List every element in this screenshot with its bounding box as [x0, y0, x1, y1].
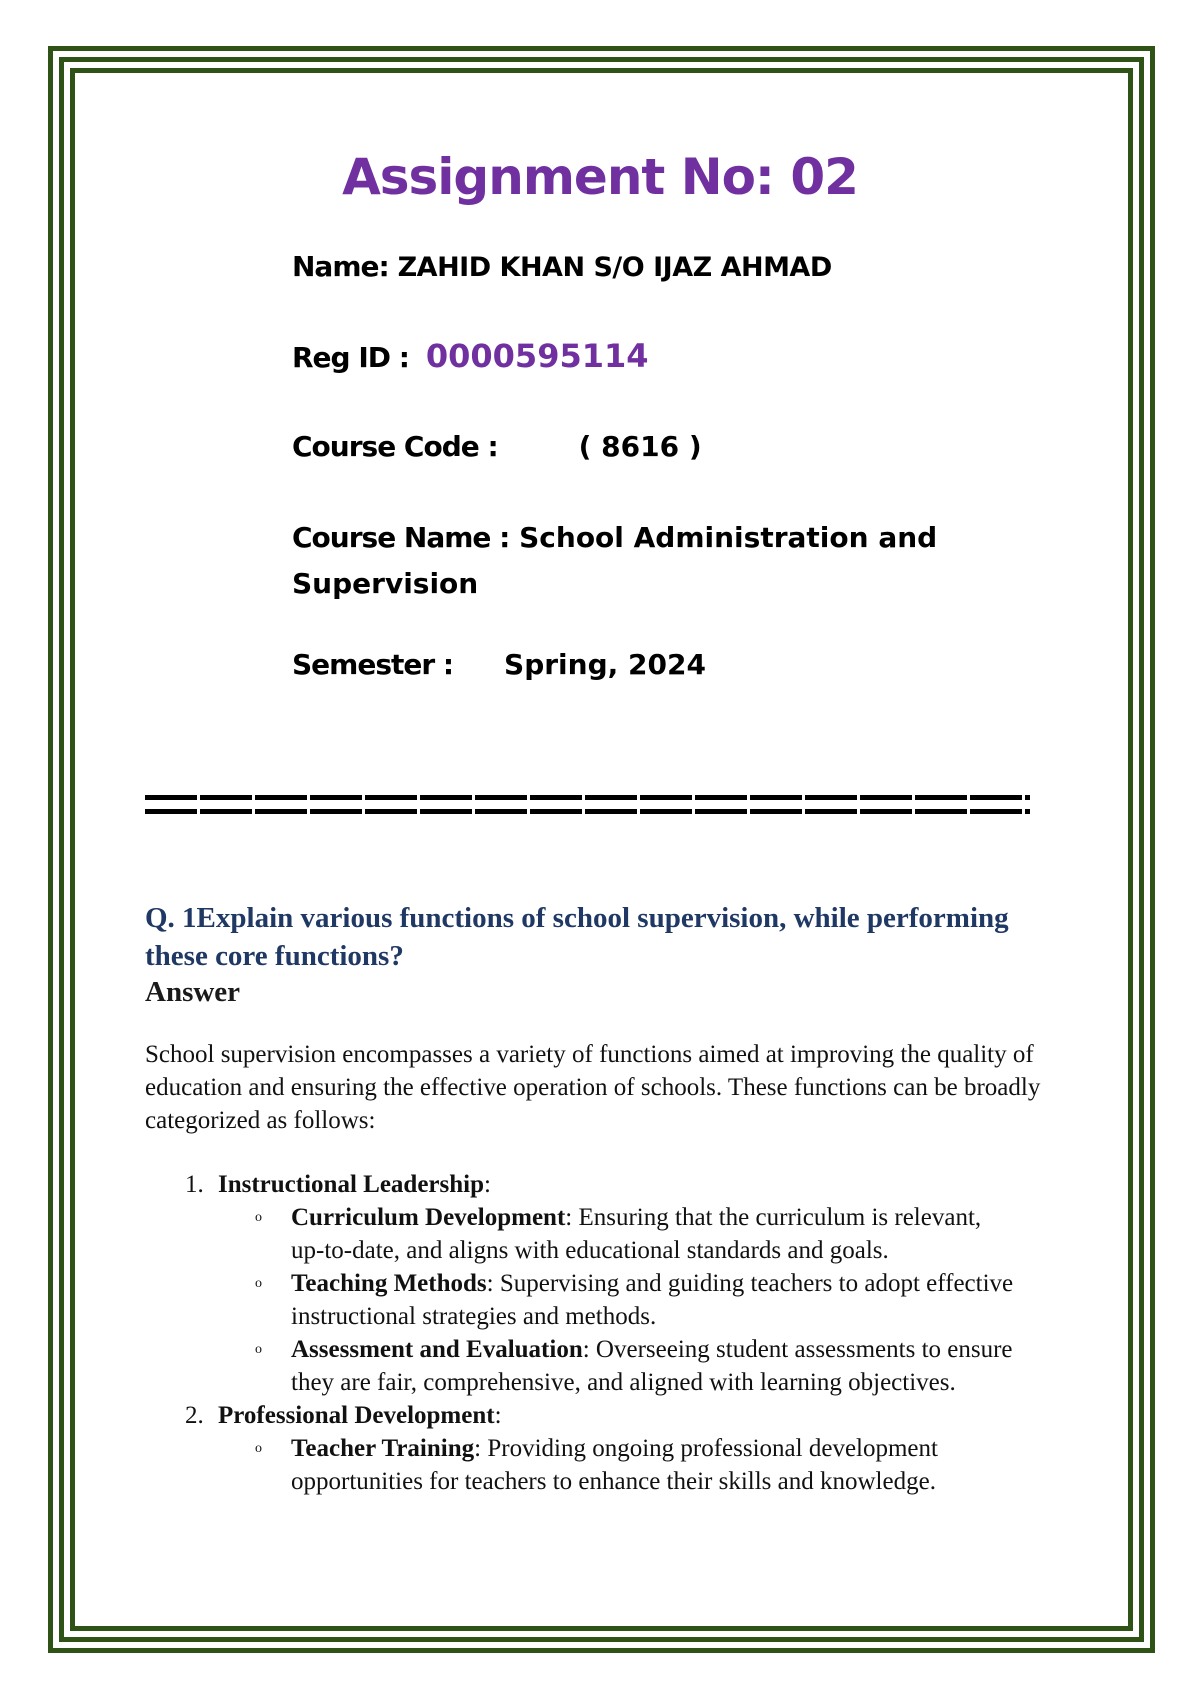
- separator-line-bottom: [145, 809, 1030, 814]
- sub-item-term: Teaching Methods: [291, 1270, 487, 1297]
- course-code-value: ( 8616 ): [578, 430, 702, 463]
- semester-label: Semester :: [292, 648, 454, 681]
- name-value: ZAHID KHAN S/O IJAZ AHMAD: [397, 252, 832, 283]
- course-code-label: Course Code :: [292, 430, 498, 463]
- function-item-professional-development: [145, 1399, 1045, 1432]
- course-name-label: Course Name :: [292, 521, 510, 554]
- circle-bullet-icon: o: [255, 1276, 262, 1291]
- double-line-separator: [145, 795, 1030, 819]
- reg-id-value: 0000595114: [425, 337, 649, 375]
- sub-item: [145, 1267, 1020, 1333]
- question-heading: Q. 1Explain various functions of school supervision, while performing these core functions?: [145, 902, 1009, 972]
- semester-row: [292, 648, 706, 681]
- functions-list: [145, 1168, 1045, 1498]
- circle-bullet-icon: o: [255, 1441, 262, 1456]
- sub-item-term: Teacher Training: [291, 1435, 475, 1462]
- answer-intro-paragraph: School supervision encompasses a variety of functions aimed at improving the quality of education and ensuring the effective operation of schools. These functions can be broadly categorized as follows:: [145, 1041, 1041, 1134]
- function-title: Professional Development: [218, 1402, 495, 1429]
- sub-item-desc: : Supervising and guiding teachers to adopt effective instructional strategies and methods.: [291, 1270, 1014, 1330]
- sub-item-term: Assessment and Evaluation: [291, 1336, 583, 1363]
- sub-item: [145, 1432, 1020, 1498]
- function-title: Instructional Leadership: [218, 1171, 485, 1198]
- separator-line-top: [145, 795, 1030, 800]
- function-item-instructional-leadership: [145, 1168, 1045, 1201]
- sub-item: [145, 1333, 1020, 1399]
- list-number: 1.: [185, 1171, 204, 1198]
- sub-item-desc: : Providing ongoing professional development opportunities for teachers to enhance their skills and knowledge.: [291, 1435, 938, 1495]
- assignment-title: Assignment No: 02: [342, 148, 858, 206]
- circle-bullet-icon: o: [255, 1342, 262, 1357]
- course-name-row: [292, 515, 992, 607]
- semester-value: Spring, 2024: [504, 648, 706, 681]
- name-row: [292, 250, 832, 283]
- function-title-suffix: :: [494, 1402, 502, 1429]
- answer-heading: Answer: [145, 976, 241, 1008]
- sub-item-term: Curriculum Development: [291, 1204, 566, 1231]
- reg-id-row: [292, 337, 649, 375]
- sub-item: [145, 1201, 1020, 1267]
- course-name-value: School Administration and Supervision: [292, 521, 938, 600]
- sub-item-desc: : Ensuring that the curriculum is relevant, up-to-date, and aligns with educational standards and goals.: [291, 1204, 982, 1264]
- list-number: 2.: [185, 1402, 204, 1429]
- sub-item-desc: : Overseeing student assessments to ensure they are fair, comprehensive, and aligned with learning objectives.: [291, 1336, 1013, 1396]
- course-code-row: [292, 430, 702, 463]
- function-title-suffix: :: [484, 1171, 491, 1198]
- reg-id-label: Reg ID :: [292, 341, 409, 374]
- name-label: Name:: [292, 250, 389, 283]
- circle-bullet-icon: o: [255, 1210, 262, 1225]
